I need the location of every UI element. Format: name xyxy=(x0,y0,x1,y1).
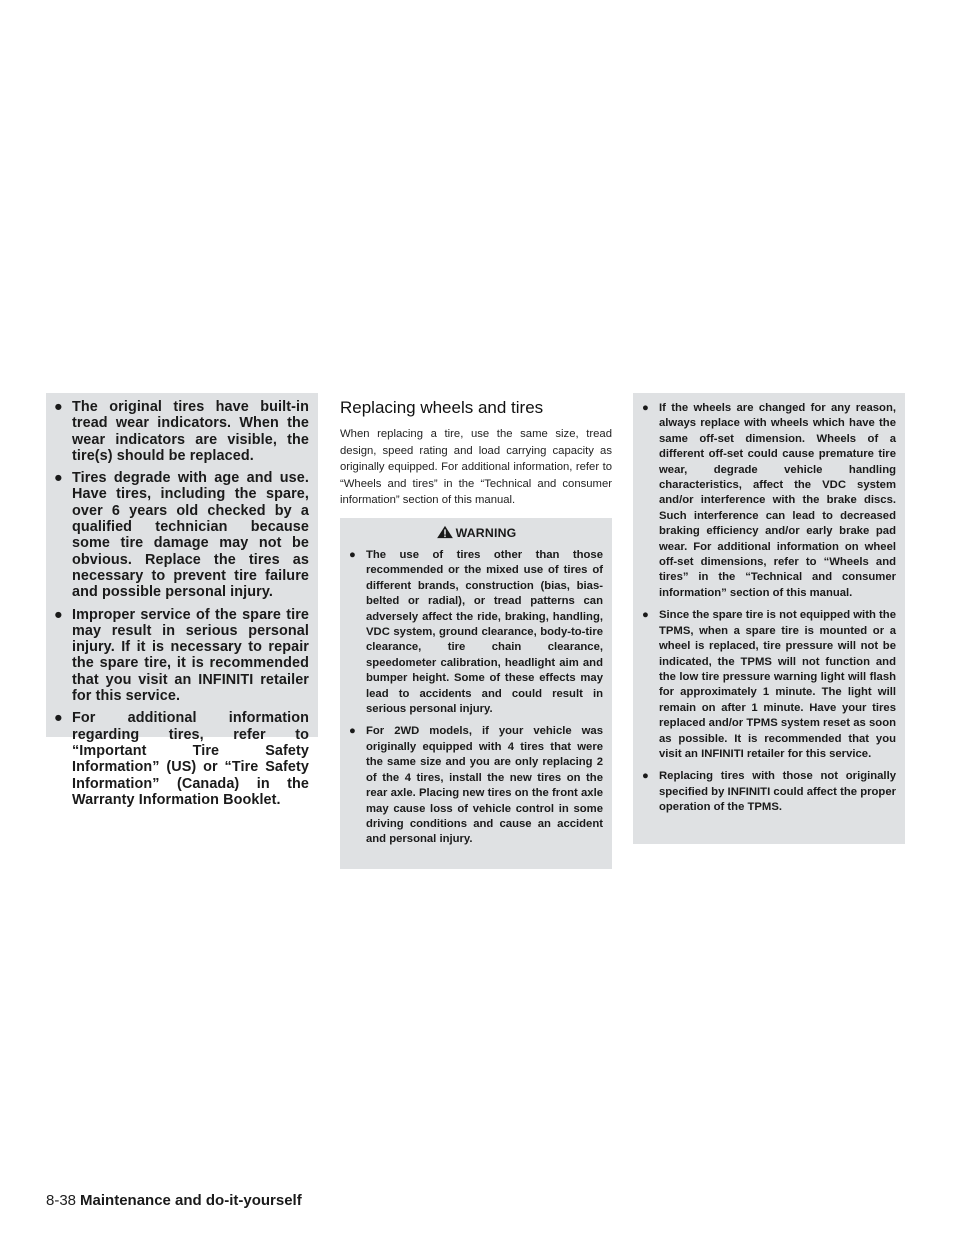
list-item-text: If the wheels are changed for any reason, always replace with wheels which have the same off-set dimension. Wheels of a different off-set could cause premature tire wear, degrade vehicle handling characteristics, affect the VDC system and/or interference with the brake discs. Such interference can lead to decreased braking efficiency and/or early brake pad wear. For additional information on wheel off-set dimensions, refer to “Wheels and tires” in the “Technical and consumer information” section of this manual. xyxy=(659,402,896,599)
bullet-icon: ● xyxy=(349,549,356,561)
warning-list xyxy=(349,548,603,848)
list-item-text: Tires degrade with age and use. Have tires, including the spare, over 6 years old checked by a qualified technician because some tire damage may not be obvious. Replace the tires as necessary to prevent tire failure and possible personal injury. xyxy=(72,470,309,601)
list-item xyxy=(642,401,896,601)
bullet-icon: ● xyxy=(54,606,63,623)
page-number: 8-38 xyxy=(46,1192,77,1209)
list-item xyxy=(54,399,309,464)
bullet-icon: ● xyxy=(54,399,63,415)
list-item xyxy=(642,608,896,762)
warning-box xyxy=(340,518,612,869)
list-item xyxy=(349,548,603,717)
list-item-text: For 2WD models, if your vehicle was originally equipped with 4 tires that were the same size and you are only replacing 2 of the 4 tires, install the new tires on the rear axle. Placing new tires on the front axle may cause loss of vehicle control in some driving conditions and cause an accident and personal injury. xyxy=(366,725,603,846)
list-item-text: For additional information regarding tires, refer to “Important Tire Safety Information” (US) or “Tire Safety Information” (Canada) in the Warranty Information Booklet. xyxy=(72,710,309,808)
intro-paragraph: When replacing a tire, use the same size, tread design, speed rating and load carrying capacity as originally equipped. For additional information, refer to “Wheels and tires” in the “Technical and consumer information” section of this manual. xyxy=(340,428,612,507)
replacing-section xyxy=(340,398,612,509)
list-item-text: The original tires have built-in tread wear indicators. When the wear indicators are visible, the tire(s) should be replaced. xyxy=(72,399,309,464)
bullet-icon: ● xyxy=(54,710,63,727)
list-item-text: Replacing tires with those not originally specified by INFINITI could affect the proper operation of the TPMS. xyxy=(659,770,896,814)
list-item xyxy=(54,607,309,705)
tire-caution-box xyxy=(46,393,318,808)
chapter-title: Maintenance and do-it-yourself xyxy=(80,1192,302,1209)
warning-label: WARNING xyxy=(455,526,517,540)
bullet-icon: ● xyxy=(642,609,649,622)
wheel-caution-list xyxy=(642,401,896,816)
bullet-icon: ● xyxy=(349,725,356,738)
list-item xyxy=(642,769,896,815)
tire-caution-list xyxy=(54,399,309,808)
bullet-icon: ● xyxy=(642,770,649,783)
page-footer xyxy=(46,1192,302,1210)
section-title: Replacing wheels and tires xyxy=(340,398,544,417)
list-item-text: The use of tires other than those recommended or the mixed use of tires of different brands, construction (bias, bias-belted or radial), or tread patterns can adversely affect the ride, braking, handling, VDC system, ground clearance, body-to-tire clearance, tire chain clearance, speedometer calibration, headlight aim and bumper height. Some of these effects may lead to accidents and could result in serious personal injury. xyxy=(366,549,603,716)
list-item xyxy=(54,470,309,600)
bullet-icon: ● xyxy=(54,470,63,487)
warning-triangle-icon xyxy=(436,525,454,539)
bullet-icon: ● xyxy=(642,402,649,414)
list-item-text: Since the spare tire is not equipped with the TPMS, when a spare tire is mounted or a wheel is replaced, tire pressure will not be indicated, the TPMS will not function and the low tire pressure warning light will flash for approximately 1 minute. The light will remain on after 1 minute. Have your tires replaced and/or TPMS system reset as soon as possible. It is recommended that you visit an INFINITI retailer for this service. xyxy=(659,609,896,760)
warning-header xyxy=(349,524,603,542)
list-item-text: Improper service of the spare tire may result in serious personal injury. If it is necessary to repair the spare tire, it is recommended that you visit an INFINITI retailer for this service. xyxy=(72,606,309,705)
list-item xyxy=(54,710,309,808)
list-item xyxy=(349,724,603,847)
wheel-caution-box xyxy=(633,393,905,844)
